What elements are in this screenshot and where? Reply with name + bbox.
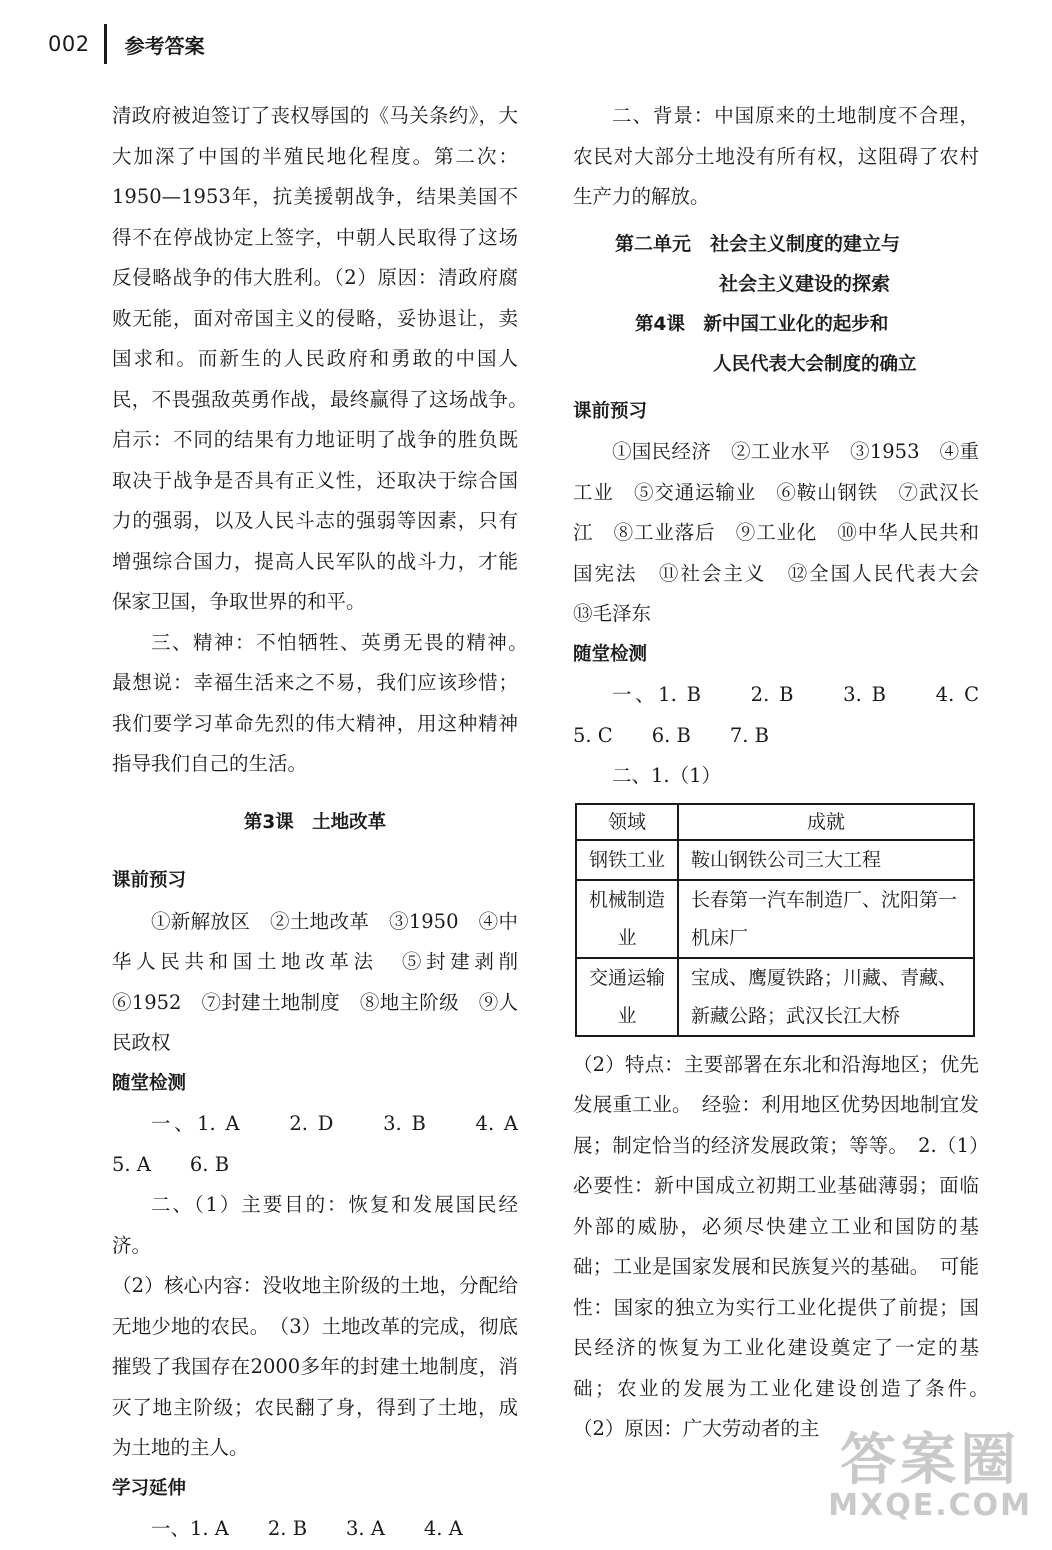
table-header-row (576, 804, 974, 840)
check-mc-answers: 一、1. B 2. B 3. B 4. C 5. C 6. B 7. B (573, 683, 1019, 747)
section-label-preview: 课前预习 (573, 400, 648, 422)
answer-paragraph: （2）特点：主要部署在东北和沿海地区；优先发展重工业。 经验：利用地区优势因地制宜发展；制定恰当的经济发展政策；等等。 2.（1）必要性：新中国成立初期工业基础薄弱；面临外部的威胁，必须尽快建立工业和国防的基础；工业是国家发展和民族复兴的基础。 可能性：国家的独立为实行工业化提供了前提；国民经济的恢复为工业化建设奠定了一定的基础；农业的发展为工业化建设创造了条件。 （2）原因：广大劳动者的主 (573, 1052, 999, 1440)
preview-answers: ①国民经济 ②工业水平 ③1953 ④重工业 ⑤交通运输业 ⑥鞍山钢铁 ⑦武汉长江 ⑧工业落后 ⑨工业化 ⑩中华人民共和国宪法 ⑪社会主义 ⑫全国人民代表大会 ⑬毛泽东 (573, 440, 999, 625)
preview-answers: ①新解放区 ②土地改革 ③1950 ④中华人民共和国土地改革法 ⑤封建剥削 ⑥1952 ⑦封建土地制度 ⑧地主阶级 ⑨人民政权 (112, 909, 538, 1054)
table-cell: 鞍山钢铁公司三大工程 (678, 840, 974, 880)
header-divider (104, 24, 107, 64)
section-label-extension: 学习延伸 (112, 1477, 187, 1499)
watermark-text: 答案圈 (840, 1428, 1021, 1493)
table-cell: 长春第一汽车制造厂、沈阳第一机床厂 (678, 880, 974, 958)
check-q2-part2: （2）核心内容：没收地主阶级的土地，分配给无地少地的农民。 （3）土地改革的完成，彻底摧毁了我国存在2000多年的封建土地制度，消灭了地主阶级；农民翻了身，得到了土地，成为土地的主人。 (112, 1274, 518, 1459)
table-row (576, 958, 974, 1036)
section-label-preview: 课前预习 (112, 870, 187, 891)
answer-paragraph: 二、背景：中国原来的土地制度不合理，农民对大部分土地没有所有权，这阻碍了农村生产力的解放。 (573, 104, 979, 208)
q2-intro: 二、1.（1） (612, 764, 722, 787)
table-cell: 钢铁工业 (576, 840, 678, 880)
lesson-4-title-line2: 人民代表大会制度的确立 (713, 354, 917, 375)
answer-paragraph: 清政府被迫签订了丧权辱国的《马关条约》，大大加深了中国的半殖民地化程度。第二次：1950—1953年，抗美援朝战争，结果美国不得不在停战协定上签字，中朝人民取得了这场反侵略战争的伟大胜利。（2）原因：清政府腐败无能，面对帝国主义的侵略，妥协退让，卖国求和。而新生的人民政府和勇敢的中国人民，不畏强敌英勇作战，最终赢得了这场战争。 启示：不同的结果有力地证明了战争的胜负既取决于战争是否具有正义性，还取决于综合国力的强弱，以及人民斗志的强弱等因素，只有增强综合国力，提高人民军队的战斗力，才能保家卫国，争取世界的和平。 (112, 104, 538, 613)
page-number: 002 (48, 32, 90, 56)
watermark-logo (828, 1428, 1032, 1523)
table-cell: 交通运输业 (576, 958, 678, 1036)
table-cell: 机械制造业 (576, 880, 678, 958)
table-header: 领域 (576, 804, 678, 840)
watermark-url: MXQE.COM (828, 1488, 1032, 1523)
table-cell: 宝成、鹰厦铁路；川藏、青藏、新藏公路；武汉长江大桥 (678, 958, 974, 1036)
right-column (573, 96, 1019, 1450)
extension-mc-answers: 一、1. A 2. B 3. A 4. A (151, 1517, 463, 1540)
section-label-check: 随堂检测 (573, 643, 648, 665)
check-mc-answers: 一、1. A 2. D 3. B 4. A 5. A 6. B (112, 1112, 558, 1176)
header-title: 参考答案 (124, 33, 205, 58)
section-label-check: 随堂检测 (112, 1072, 187, 1094)
lesson-4-title-line1: 第4课 新中国工业化的起步和 (635, 313, 889, 335)
unit-title-line2: 社会主义建设的探索 (719, 273, 891, 295)
table-row (576, 880, 974, 958)
lesson-3-title: 第3课 土地改革 (243, 811, 387, 833)
check-q2-part1: 二、（1）主要目的：恢复和发展国民经济。 (112, 1193, 518, 1257)
page-header (48, 28, 205, 60)
unit-title-line1: 第二单元 社会主义制度的建立与 (615, 232, 901, 255)
table-row (576, 840, 974, 880)
achievements-table (575, 803, 975, 1037)
answer-paragraph: 三、精神：不怕牺牲、英勇无畏的精神。 最想说：幸福生活来之不易，我们应该珍惜；我们要学习革命先烈的伟大精神，用这种精神指导我们自己的生活。 (112, 630, 538, 775)
table-header: 成就 (678, 804, 974, 840)
left-column (112, 96, 558, 1550)
